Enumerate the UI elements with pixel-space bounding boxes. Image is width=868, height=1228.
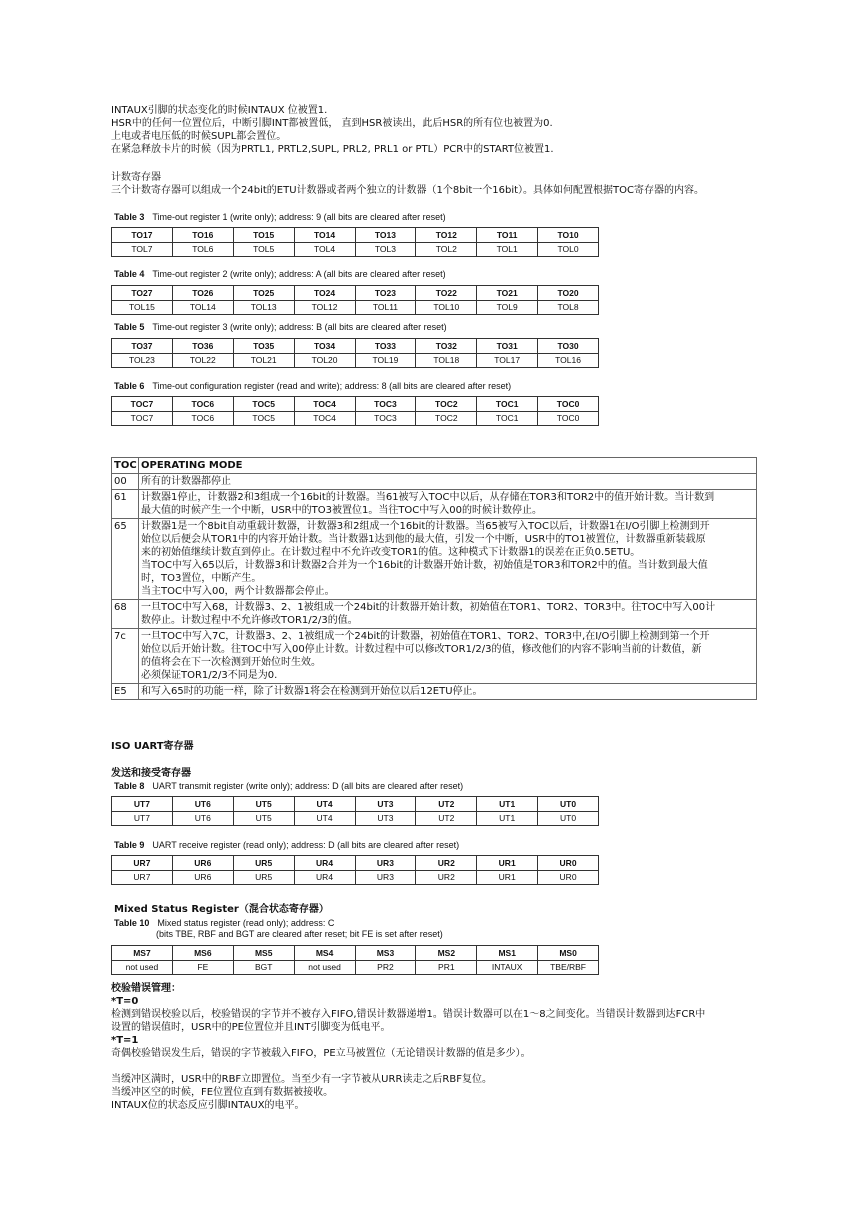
register-cell: UT2 [416,812,477,826]
register-cell: TOL12 [294,301,355,315]
register-cell: TOL16 [538,354,599,368]
register-bit-row [112,397,599,412]
register-cell: MS3 [355,946,416,961]
register-cell: MS2 [416,946,477,961]
toc-line: 始位以后便会从TOR1中的内容开始计数。当计数器1达到他的最大值，引发一个中断，USR中的TO1被置位，计数器重新装载原 [141,534,706,545]
register-cell: TO21 [477,286,538,301]
register-cell: TOL13 [233,301,294,315]
register-cell: PR1 [416,961,477,975]
toc-line: 一旦TOC中写入68，计数器3、2、1被组成一个24bit的计数器开始计数，初始值在TOR1、TOR2、TOR3中。往TOC中写入00计 [141,602,716,613]
toc-line: 所有的计数器都停止 [141,476,231,487]
table6-caption [114,381,511,392]
parity-heading: 校验错误管理： [111,983,181,994]
register-cell: TOC1 [477,397,538,412]
register-cell: TOL0 [538,243,599,257]
table-caption-text: Time-out register 3 (write only); address: B (all bits are cleared after reset) [152,322,447,332]
table4-caption [114,269,446,280]
t1-heading: *T=1 [111,1035,139,1046]
register-cell: UR6 [172,856,233,871]
intro-line: HSR中的任何一位置位后，中断引脚INT都被置低， 直到HSR被读出，此后HSR的所有位也被置为0. [111,118,553,129]
register-cell: UT4 [294,797,355,812]
register-cell: UR1 [477,856,538,871]
register-cell: UR4 [294,856,355,871]
toc-header-mode: OPERATING MODE [139,458,757,474]
register-cell: UT2 [416,797,477,812]
register-cell: TO27 [112,286,173,301]
t0-line: 设置的错误值时，USR中的PE位置位并且INT引脚变为低电平。 [111,1022,391,1033]
register-cell: TOL21 [233,354,294,368]
register-cell: UR7 [112,856,173,871]
toc-line: 的值将会在下一次检测到开始位时生效。 [141,657,321,668]
intro-paragraph [111,104,554,156]
toc-description [139,519,757,600]
intro-line: 上电或者电压低的时候SUPL都会置位。 [111,131,287,142]
register-value-row [112,961,599,975]
register-value-row [112,243,599,257]
table-caption-text: UART transmit register (write only); address: D (all bits are cleared after reset) [152,781,464,791]
register-cell: TBE/RBF [538,961,599,975]
register-cell: TO24 [294,286,355,301]
register-cell: TOL7 [112,243,173,257]
register-cell: TO10 [538,228,599,243]
register-cell: MS0 [538,946,599,961]
toc-row [112,519,757,600]
register-cell: TOL3 [355,243,416,257]
register-cell: TOL15 [112,301,173,315]
toc-line: 来的初始值继续计数直到停止。在计数过程中不允许改变TOR1的值。这种模式下计数器1的误差在正负0.5ETU。 [141,547,641,558]
register-cell: UT0 [538,797,599,812]
register-cell: UT3 [355,812,416,826]
register-cell: UR7 [112,871,173,885]
counter-heading: 计数寄存器 [111,172,161,183]
register-cell: TOL8 [538,301,599,315]
register-cell: TOC6 [172,412,233,426]
register-cell: TOL18 [416,354,477,368]
intro-line: INTAUX引脚的状态变化的时候INTAUX 位被置1. [111,105,328,116]
table-caption-text: UART receive register (read only); address: D (all bits are cleared after reset) [152,840,460,850]
register-cell: UT5 [233,812,294,826]
toc-row [112,684,757,700]
register-cell: TOL9 [477,301,538,315]
toc-description [139,490,757,519]
register-cell: TOC3 [355,397,416,412]
mixed-status-heading: Mixed Status Register（混合状态寄存器） [114,904,329,915]
register-cell: TO26 [172,286,233,301]
end-line: 当缓冲区空的时候，FE位置位直到有数据被接收。 [111,1087,334,1098]
register-cell: TOC2 [416,412,477,426]
register-cell: TOC3 [355,412,416,426]
table-number: Table 10 [114,918,150,928]
t0-heading: *T=0 [111,996,139,1007]
table4-register [111,285,599,315]
toc-row [112,600,757,629]
table-number: Table 5 [114,322,145,332]
table8-register [111,796,599,826]
toc-code: 00 [112,474,139,490]
register-cell: MS6 [172,946,233,961]
register-cell: TO13 [355,228,416,243]
toc-code: 65 [112,519,139,600]
register-cell: UR3 [355,871,416,885]
register-cell: UT7 [112,812,173,826]
register-cell: UT1 [477,797,538,812]
register-cell: TO30 [538,339,599,354]
register-cell: TOL1 [477,243,538,257]
table-caption-text: Time-out register 1 (write only); address: 9 (all bits are cleared after reset) [152,212,446,222]
table3-caption [114,212,446,223]
register-cell: TO36 [172,339,233,354]
register-cell: UR2 [416,856,477,871]
register-cell: MS7 [112,946,173,961]
table5-register [111,338,599,368]
register-cell: MS4 [294,946,355,961]
table-caption-text: Time-out configuration register (read and write); address: 8 (all bits are cleared after reset) [152,381,512,391]
register-cell: UR0 [538,871,599,885]
table-number: Table 8 [114,781,145,791]
register-cell: UT1 [477,812,538,826]
register-cell: TO14 [294,228,355,243]
toc-header-row [112,458,757,474]
register-cell: UR2 [416,871,477,885]
register-cell: TOC2 [416,397,477,412]
table9-caption [114,840,459,851]
register-bit-row [112,339,599,354]
register-cell: TOC7 [112,412,173,426]
toc-line: 最大值的时候产生一个中断，USR中的TO3被置位1。当往TOC中写入00的时候计数停止。 [141,505,543,516]
register-cell: UT3 [355,797,416,812]
register-cell: TO11 [477,228,538,243]
toc-description [139,684,757,700]
register-cell: TOC4 [294,412,355,426]
iso-uart-heading: ISO UART寄存器 [111,741,194,752]
toc-line: 始位以后开始计数。往TOC中写入00停止计数。计数过程中可以修改TOR1/2/3的值，修改他们的内容不影响当前的计数值，新 [141,644,702,655]
register-bit-row [112,228,599,243]
register-cell: TOC7 [112,397,173,412]
table-caption-text: Time-out register 2 (write only); address: A (all bits are cleared after reset) [152,269,446,279]
register-cell: UR3 [355,856,416,871]
toc-description [139,629,757,684]
register-cell: TOC6 [172,397,233,412]
toc-code: 7c [112,629,139,684]
register-cell: not used [294,961,355,975]
register-cell: MS5 [233,946,294,961]
register-cell: TO25 [233,286,294,301]
table-number: Table 4 [114,269,145,279]
register-cell: TOL14 [172,301,233,315]
register-value-row [112,354,599,368]
table6-register [111,396,599,426]
register-cell: TOC5 [233,397,294,412]
register-cell: UR5 [233,856,294,871]
toc-row [112,629,757,684]
register-cell: TOL10 [416,301,477,315]
register-cell: TO15 [233,228,294,243]
register-cell: TOL11 [355,301,416,315]
register-cell: TO23 [355,286,416,301]
register-cell: TOL5 [233,243,294,257]
toc-mode-table [111,457,757,700]
register-bit-row [112,946,599,961]
toc-line: 和写入65时的功能一样，除了计数器1将会在检测到开始位以后12ETU停止。 [141,686,483,697]
register-cell: UR5 [233,871,294,885]
register-cell: UT5 [233,797,294,812]
register-bit-row [112,797,599,812]
table8-caption [114,781,463,792]
toc-line: 时，TO3置位，中断产生。 [141,573,262,584]
toc-line: 计数器1停止，计数器2和3组成一个16bit的计数器。当61被写入TOC中以后，从存储在TOR3和TOR2中的值开始计数。当计数到 [141,492,715,503]
table-number: Table 3 [114,212,145,222]
register-cell: FE [172,961,233,975]
register-cell: TOC4 [294,397,355,412]
register-cell: UR6 [172,871,233,885]
register-value-row [112,871,599,885]
register-cell: TO20 [538,286,599,301]
register-cell: TOL4 [294,243,355,257]
table10-caption [114,918,334,929]
register-cell: UT6 [172,812,233,826]
register-cell: TO35 [233,339,294,354]
register-cell: TO31 [477,339,538,354]
register-cell: TO33 [355,339,416,354]
table10-register [111,945,599,975]
toc-line: 数停止。计数过程中不允许修改TOR1/2/3的值。 [141,615,358,626]
register-value-row [112,812,599,826]
register-cell: TOC1 [477,412,538,426]
toc-line: 一旦TOC中写入7C，计数器3、2、1被组成一个24bit的计数器，初始值在TOR1、TOR2、TOR3中,在I/O引脚上检测到第一个开 [141,631,710,642]
table-number: Table 6 [114,381,145,391]
register-cell: TO16 [172,228,233,243]
register-bit-row [112,286,599,301]
register-cell: UT0 [538,812,599,826]
register-cell: TOC5 [233,412,294,426]
register-cell: TOL17 [477,354,538,368]
register-cell: TOL19 [355,354,416,368]
register-cell: TOL22 [172,354,233,368]
toc-code: 61 [112,490,139,519]
end-line: 当缓冲区满时，USR中的RBF立即置位。当至少有一字节被从URR读走之后RBF复位。 [111,1074,492,1085]
register-cell: TOL20 [294,354,355,368]
register-cell: TOC0 [538,412,599,426]
register-cell: TO37 [112,339,173,354]
register-cell: UT4 [294,812,355,826]
register-value-row [112,301,599,315]
toc-row [112,490,757,519]
register-cell: UR4 [294,871,355,885]
table5-caption [114,322,447,333]
toc-description [139,600,757,629]
register-cell: BGT [233,961,294,975]
table9-register [111,855,599,885]
register-cell: TO22 [416,286,477,301]
table-number: Table 9 [114,840,145,850]
toc-row [112,474,757,490]
table-caption-text: Mixed status register (read only); address: C [157,918,335,928]
end-line: INTAUX位的状态反应引脚INTAUX的电平。 [111,1100,305,1111]
toc-code: E5 [112,684,139,700]
register-cell: TO17 [112,228,173,243]
register-cell: TOL23 [112,354,173,368]
register-cell: UR1 [477,871,538,885]
register-cell: UR0 [538,856,599,871]
register-cell: MS1 [477,946,538,961]
register-cell: UT7 [112,797,173,812]
register-cell: UT6 [172,797,233,812]
toc-description [139,474,757,490]
register-value-row [112,412,599,426]
counter-description: 三个计数寄存器可以组成一个24bit的ETU计数器或者两个独立的计数器（1个8bit一个16bit）。具体如何配置根据TOC寄存器的内容。 [111,185,705,196]
t1-line: 奇偶校验错误发生后，错误的字节被载入FIFO，PE立马被置位（无论错误计数器的值是多少）。 [111,1048,531,1059]
register-cell: TO12 [416,228,477,243]
register-cell: TO32 [416,339,477,354]
register-cell: not used [112,961,173,975]
toc-line: 当TOC中写入65以后，计数器3和计数器2合并为一个16bit的计数器开始计数，初始值是TOR3和TOR2中的值。当计数到最大值 [141,560,708,571]
toc-line: 当主TOC中写入00，两个计数器都会停止。 [141,586,335,597]
intro-line: 在紧急释放卡片的时候（因为PRTL1, PRTL2,SUPL, PRL2, PRL1 or PTL）PCR中的START位被置1. [111,144,554,155]
register-cell: TOL6 [172,243,233,257]
register-cell: PR2 [355,961,416,975]
register-bit-row [112,856,599,871]
toc-line: 计数器1是一个8bit自动重载计数器，计数器3和2组成一个16bit的计数器。当65被写入TOC以后，计数器1在I/O引脚上检测到开 [141,521,710,532]
table3-register [111,227,599,257]
register-cell: TO34 [294,339,355,354]
toc-header-code: TOC [112,458,139,474]
t0-line: 检测到错误校验以后，校验错误的字节并不被存入FIFO,错误计数器递增1。错误计数器可以在1～8之间变化。当错误计数器到达FCR中 [111,1009,706,1020]
tx-rx-heading: 发送和接受寄存器 [111,768,191,779]
register-cell: TOC0 [538,397,599,412]
toc-code: 68 [112,600,139,629]
toc-line: 必须保证TOR1/2/3不同是为0. [141,670,278,681]
register-cell: INTAUX [477,961,538,975]
register-cell: TOL2 [416,243,477,257]
table10-caption-line2: (bits TBE, RBF and BGT are cleared after reset; bit FE is set after reset) [156,929,443,939]
